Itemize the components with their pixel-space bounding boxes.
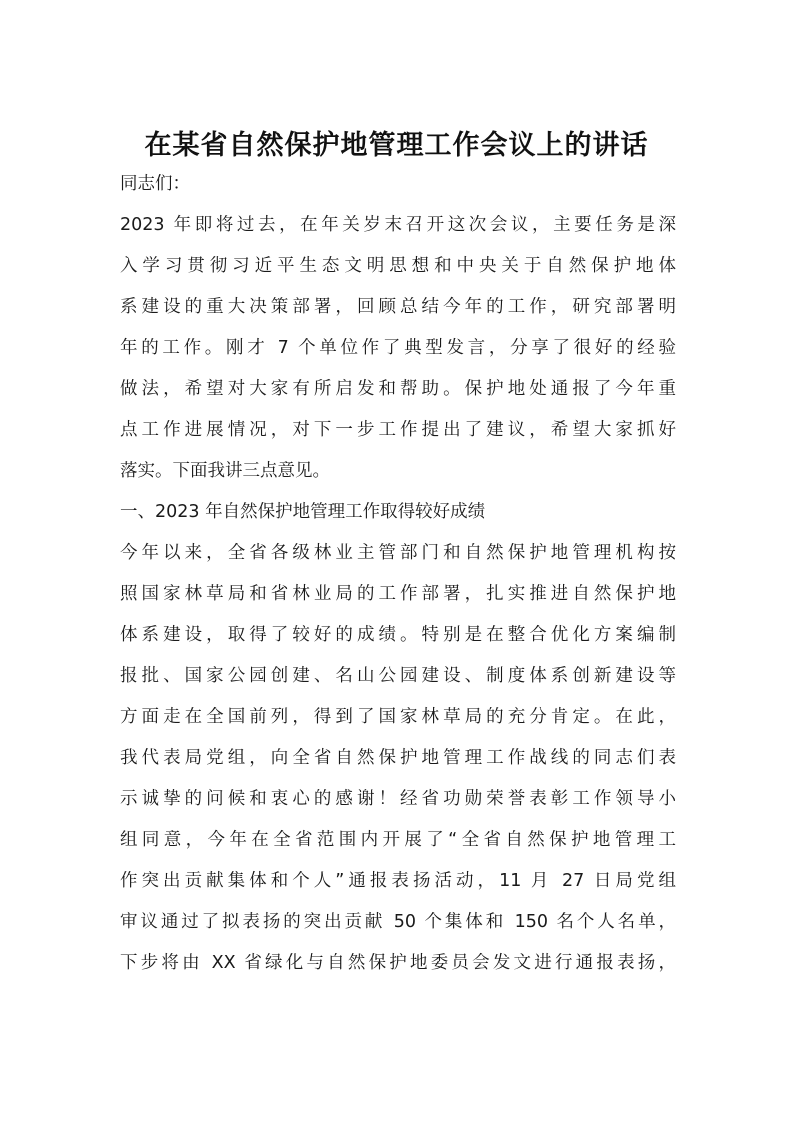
- document-title: 在某省自然保护地管理工作会议上的讲话: [144, 130, 649, 161]
- paragraph-line: 一、2023 年自然保护地管理工作取得较好成绩: [120, 502, 486, 522]
- document-body: [120, 164, 676, 984]
- paragraph-line: 今年以来，全省各级林业主管部门和自然保护地管理机构按: [120, 543, 676, 563]
- paragraph-line: 系建设的重大决策部署，回顾总结今年的工作，研究部署明: [120, 297, 676, 317]
- paragraph-line: 组同意，今年在全省范围内开展了“全省自然保护地管理工: [120, 830, 676, 850]
- paragraph-line: 点工作进展情况，对下一步工作提出了建议，希望大家抓好: [120, 420, 676, 440]
- paragraph-line: 同志们：: [120, 174, 190, 194]
- paragraph-line: 照国家林草局和省林业局的工作部署，扎实推进自然保护地: [120, 584, 676, 604]
- paragraph-line: 下步将由 XX 省绿化与自然保护地委员会发文进行通报表扬，: [120, 953, 676, 973]
- paragraph-line: 方面走在全国前列，得到了国家林草局的充分肯定。在此，: [120, 707, 676, 727]
- paragraph-line: 作突出贡献集体和个人”通报表扬活动，11 月 27 日局党组: [120, 871, 676, 891]
- paragraph-line: 年的工作。刚才 7 个单位作了典型发言，分享了很好的经验: [120, 338, 676, 358]
- paragraph-line: 2023 年即将过去，在年关岁末召开这次会议，主要任务是深: [120, 215, 676, 235]
- paragraph-line: 我代表局党组，向全省自然保护地管理工作战线的同志们表: [120, 748, 676, 768]
- paragraph-line: 入学习贯彻习近平生态文明思想和中央关于自然保护地体: [120, 256, 676, 276]
- paragraph-line: 报批、国家公园创建、名山公园建设、制度体系创新建设等: [120, 666, 676, 686]
- paragraph-line: 做法，希望对大家有所启发和帮助。保护地处通报了今年重: [120, 379, 676, 399]
- paragraph-line: 落实。下面我讲三点意见。: [120, 461, 330, 481]
- paragraph-line: 体系建设，取得了较好的成绩。特别是在整合优化方案编制: [120, 625, 676, 645]
- paragraph-line: 审议通过了拟表扬的突出贡献 50 个集体和 150 名个人名单，: [120, 912, 676, 932]
- paragraph-line: 示诚挚的问候和衷心的感谢！经省功勋荣誉表彰工作领导小: [120, 789, 676, 809]
